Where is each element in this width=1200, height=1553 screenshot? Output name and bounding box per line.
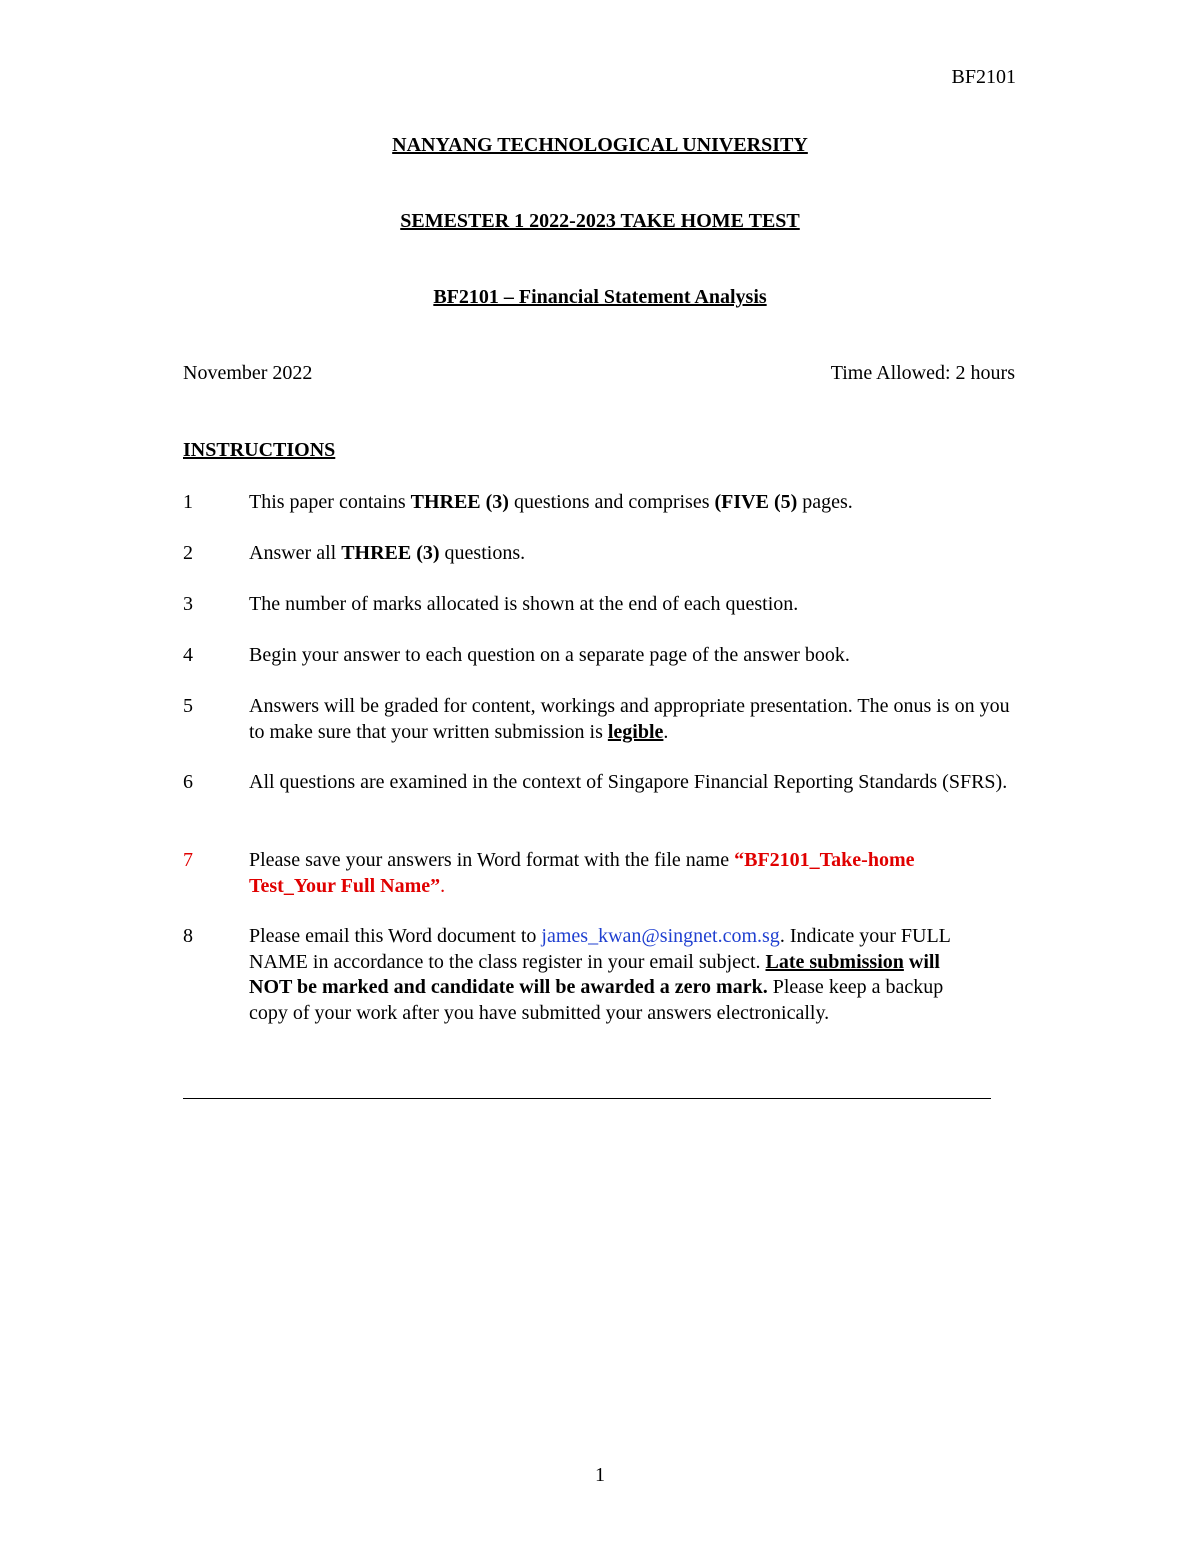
instruction-text: All questions are examined in the context of Singapore Financial Reporting Standards (SFRS).: [249, 771, 1008, 793]
instruction-number: 2: [183, 542, 193, 564]
instruction-number: 6: [183, 771, 193, 793]
instruction-text: Please email this Word document to james_kwan@singnet.com.sg. Indicate your FULL NAME in accordance to the class register in your email subject. Late submission will NOT be marked and candidate will be awarded a zero mark. Please keep a backup copy of your work after you have submitted your answers electronically.: [249, 925, 951, 1024]
instruction-item: [183, 541, 1017, 567]
page-number: 1: [595, 1464, 605, 1486]
instruction-item: [183, 490, 1017, 516]
instruction-number: 1: [183, 491, 193, 513]
exam-date: November 2022: [183, 362, 313, 384]
course-code-header: BF2101: [951, 66, 1016, 88]
instruction-item: [183, 770, 1017, 796]
instruction-text: The number of marks allocated is shown at the end of each question.: [249, 593, 799, 615]
semester-title: SEMESTER 1 2022-2023 TAKE HOME TEST: [400, 210, 800, 232]
instruction-text: Answer all THREE (3) questions.: [249, 542, 526, 564]
instruction-number: 4: [183, 644, 193, 666]
time-allowed: Time Allowed: 2 hours: [830, 362, 1015, 384]
university-title: NANYANG TECHNOLOGICAL UNIVERSITY: [392, 134, 808, 156]
instruction-item: [183, 848, 963, 899]
instruction-item: [183, 924, 963, 1026]
email-link[interactable]: james_kwan@singnet.com.sg: [541, 925, 780, 947]
instruction-number: 3: [183, 593, 193, 615]
instruction-text: Answers will be graded for content, workings and appropriate presentation. The onus is on you to make sure that your written submission is legible.: [249, 695, 1010, 743]
instruction-number: 7: [183, 849, 193, 871]
instruction-text: Please save your answers in Word format with the file name “BF2101_Take-home Test_Your Full Name”.: [249, 849, 915, 897]
instruction-item: [183, 592, 1017, 618]
instruction-item: [183, 694, 1017, 745]
exam-meta-row: [183, 362, 1015, 385]
instruction-number: 5: [183, 695, 193, 717]
instruction-number: 8: [183, 925, 193, 947]
horizontal-divider: [183, 1098, 991, 1099]
course-title: BF2101 – Financial Statement Analysis: [433, 286, 767, 308]
instruction-item: [183, 643, 1017, 669]
instructions-heading: INSTRUCTIONS: [183, 439, 336, 461]
instruction-text: Begin your answer to each question on a separate page of the answer book.: [249, 644, 850, 666]
instruction-text: This paper contains THREE (3) questions and comprises (FIVE (5) pages.: [249, 491, 853, 513]
